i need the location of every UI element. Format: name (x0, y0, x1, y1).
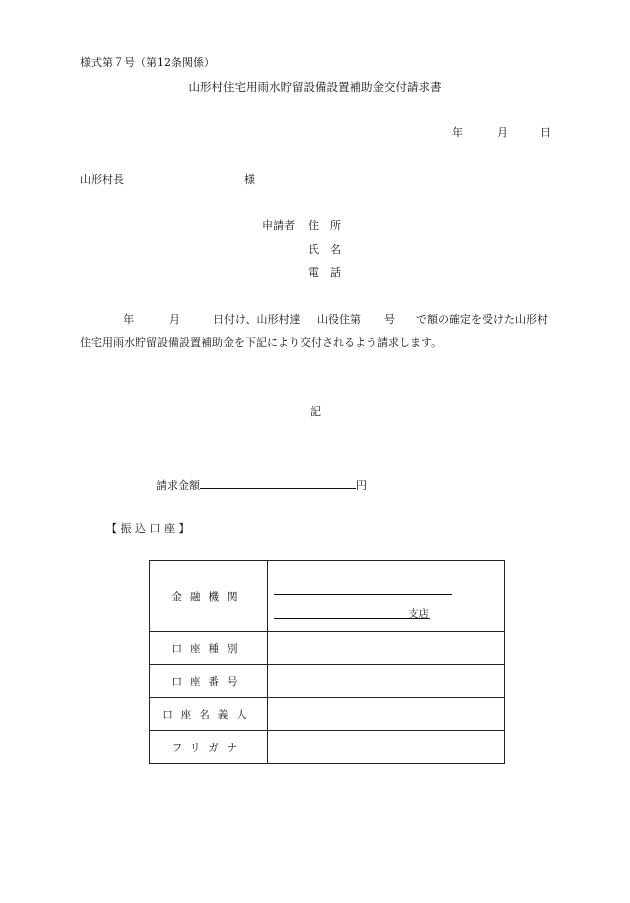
table-row (150, 698, 505, 731)
table-row (150, 632, 505, 665)
document-title: 山形村住宅用雨水貯留設備設置補助金交付請求書 (188, 80, 442, 94)
account-holder-cell (268, 698, 505, 731)
amount-blank-line (200, 476, 356, 489)
table-row (150, 731, 505, 764)
amount-unit: 円 (356, 479, 367, 492)
addressee-name: 山形村長 (80, 173, 124, 186)
applicant-label: 申請者 (262, 219, 295, 232)
body-month: 月 (169, 313, 180, 326)
account-type-cell (268, 632, 505, 665)
branch-line (274, 617, 430, 619)
table-row (150, 665, 505, 698)
date-year: 年 (452, 126, 463, 139)
body-line2: 住宅用雨水貯留設備設置補助金を下記により交付されるよう請求します。 (80, 336, 443, 349)
bank-value-cell (268, 561, 505, 632)
bank-label: 金融機関 (150, 561, 268, 632)
account-number-cell (268, 665, 505, 698)
account-number-label: 口座番号 (150, 665, 268, 698)
body-dated: 日付け、山形村達 (213, 313, 301, 326)
applicant-address-label: 住 所 (308, 219, 341, 232)
body-rest: で額の確定を受けた山形村 (416, 313, 548, 326)
form-number: 様式第７号（第12条関係） (80, 56, 215, 69)
applicant-name-label: 氏 名 (308, 243, 341, 256)
bank-account-table (149, 560, 505, 764)
date-day: 日 (540, 126, 551, 139)
furigana-cell (268, 731, 505, 764)
body-year: 年 (123, 313, 134, 326)
furigana-label: フリガナ (150, 731, 268, 764)
body-office: 山役住第 (317, 313, 361, 326)
transfer-heading: 【 振 込 口 座 】 (106, 522, 190, 535)
applicant-phone-label: 電 話 (308, 266, 341, 279)
body-number: 号 (384, 313, 395, 326)
ki-heading: 記 (310, 405, 321, 418)
amount-label: 請求金額 (156, 479, 200, 492)
account-type-label: 口座種別 (150, 632, 268, 665)
amount-row (156, 476, 367, 493)
account-holder-label: 口座名義人 (150, 698, 268, 731)
addressee-honorific: 様 (244, 173, 255, 186)
branch-label: 支店 (408, 608, 429, 620)
table-row (150, 561, 505, 632)
bank-name-line (274, 594, 452, 595)
date-month: 月 (497, 126, 508, 139)
